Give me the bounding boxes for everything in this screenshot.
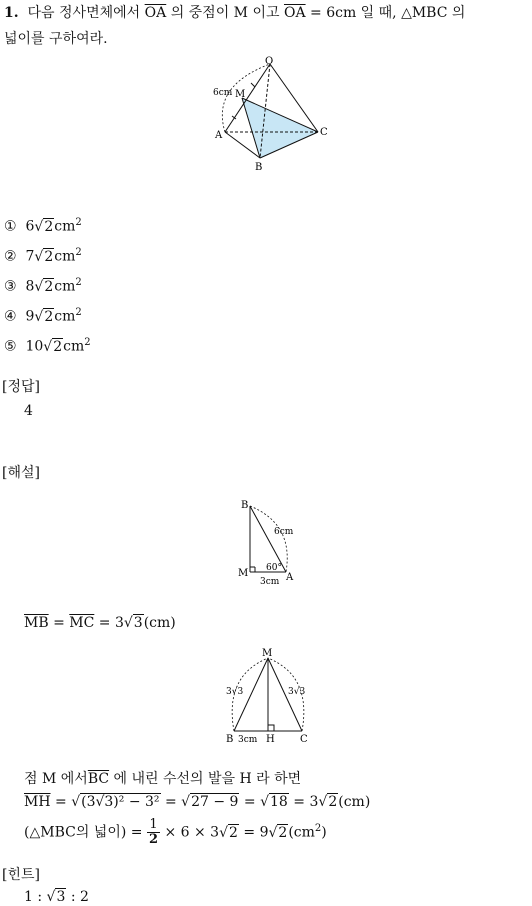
label-60deg: 60° — [266, 563, 282, 573]
equation-mh: $\overline{MH} = √(3√3)^2 - 3^2 = √27 - 9 = √18 = 3√2(cm)$ — [24, 794, 371, 810]
problem-text-c: = 6cm 일 때, △MBC 의 — [310, 5, 466, 21]
explanation-label: [해설] — [2, 465, 40, 481]
problem-line-2: 넓이를 구하여라. — [4, 31, 108, 47]
choice-mark: ① — [4, 218, 17, 235]
equation-area: (△MBC의 넓이) = $\frac{1}{2}$ × $6 \times 3√2 = 9√2(cm^2)$ — [24, 817, 327, 847]
label-6cm: 6cm — [213, 88, 233, 98]
label-3cm: 3cm — [238, 735, 258, 745]
problem-number: 1. — [4, 5, 19, 21]
label-h: H — [266, 734, 275, 745]
label-m: M — [238, 568, 249, 579]
hint-label: [힌트] — [2, 867, 40, 883]
answer-label: [정답] — [2, 379, 40, 395]
label-a: A — [215, 130, 223, 141]
problem-text-a: 다음 정사면체에서 — [27, 5, 141, 21]
choice-mark: ⑤ — [4, 338, 17, 355]
answer-value: 4 — [24, 403, 33, 419]
label-b: B — [255, 162, 263, 173]
label-c: C — [320, 127, 328, 138]
segment-oa: $\overline{OA}$ — [144, 5, 167, 21]
choice-1[interactable]: ① $6√2cm^2$ — [4, 217, 82, 235]
choice-3[interactable]: ③ $8√2cm^2$ — [4, 277, 82, 295]
choice-4[interactable]: ④ $9√2cm^2$ — [4, 307, 82, 325]
choice-5[interactable]: ⑤ $10√2cm^2$ — [4, 337, 91, 355]
label-b: B — [226, 734, 234, 745]
label-6cm: 6cm — [274, 527, 294, 537]
right-triangle-figure — [228, 494, 308, 586]
choice-mark: ④ — [4, 308, 17, 325]
problem-line-1 — [4, 4, 465, 22]
equation-mb-mc: $\overline{MB} = \overline{MC} = 3√3(cm)$ — [24, 615, 176, 631]
label-a: A — [286, 572, 294, 583]
hint-text: 1 : √3 : 2 — [24, 889, 89, 905]
label-o: O — [265, 56, 274, 67]
label-right-3sqrt3: 3√3 — [288, 687, 306, 697]
label-left-3sqrt3: 3√3 — [226, 687, 244, 697]
problem-text-b: 의 중점이 M 이고 — [170, 5, 280, 21]
choice-mark: ② — [4, 248, 17, 265]
label-m: M — [262, 648, 273, 659]
label-m: M — [235, 89, 246, 100]
choice-2[interactable]: ② $7√2cm^2$ — [4, 247, 82, 265]
tetrahedron-figure — [205, 56, 335, 176]
choice-mark: ③ — [4, 278, 17, 295]
label-c: C — [300, 734, 308, 745]
label-b: B — [241, 500, 249, 511]
label-3cm: 3cm — [260, 577, 280, 586]
isosceles-triangle-figure — [222, 646, 314, 746]
fraction-one-half: $\frac{1}{2}$ — [148, 817, 158, 847]
explanation-sentence: 점 M 에서$\overline{BC}$ 에 내린 수선의 발을 H 라 하면 — [24, 771, 302, 787]
segment-oa-2: $\overline{OA}$ — [283, 5, 306, 21]
